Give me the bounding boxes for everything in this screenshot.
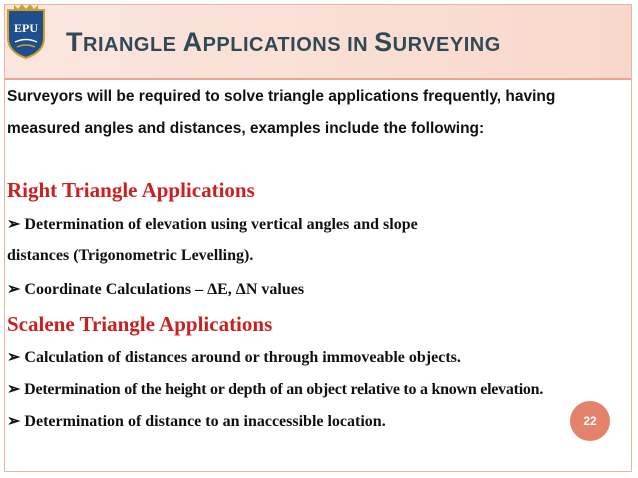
arrow-bullet-icon: ➢ xyxy=(7,281,21,298)
slide-frame xyxy=(4,4,632,472)
title-word: APPLICATIONS xyxy=(182,27,342,57)
arrow-bullet-icon: ➢ xyxy=(7,349,21,366)
title-word: TRIANGLE xyxy=(66,27,177,57)
bullet-item xyxy=(7,214,418,234)
intro-paragraph: Surveyors will be required to solve triangle applications frequently, having measured angles and distances, examples include the following: xyxy=(7,88,556,137)
bullet-text: Determination of the height or depth of an object relative to a known elevation. xyxy=(24,381,544,398)
title-word: SURVEYING xyxy=(374,27,501,57)
bullet-item xyxy=(7,379,543,399)
bullet-text: Calculation of distances around or through immoveable objects. xyxy=(24,349,461,366)
bullet-item xyxy=(7,411,386,431)
bullet-item xyxy=(7,347,461,367)
university-logo xyxy=(6,4,46,60)
arrow-bullet-icon: ➢ xyxy=(7,381,21,398)
bullet-text: Determination of elevation using vertical angles and slope xyxy=(24,216,418,233)
logo-text: EPU xyxy=(14,21,38,35)
arrow-bullet-icon: ➢ xyxy=(7,216,21,233)
slide-title xyxy=(66,27,501,58)
bullet-text: Determination of distance to an inaccessible location. xyxy=(24,413,386,430)
bullet-text: Coordinate Calculations – ΔE, ΔN values xyxy=(24,281,305,298)
bullet-item-continuation: distances (Trigonometric Levelling). xyxy=(7,247,254,264)
section-heading-scalene-triangle: Scalene Triangle Applications xyxy=(7,312,273,336)
section-heading-right-triangle: Right Triangle Applications xyxy=(7,178,255,202)
title-word: IN xyxy=(347,34,369,56)
page-number-badge: 22 xyxy=(570,401,610,441)
arrow-bullet-icon: ➢ xyxy=(7,413,21,430)
bullet-item xyxy=(7,279,304,299)
